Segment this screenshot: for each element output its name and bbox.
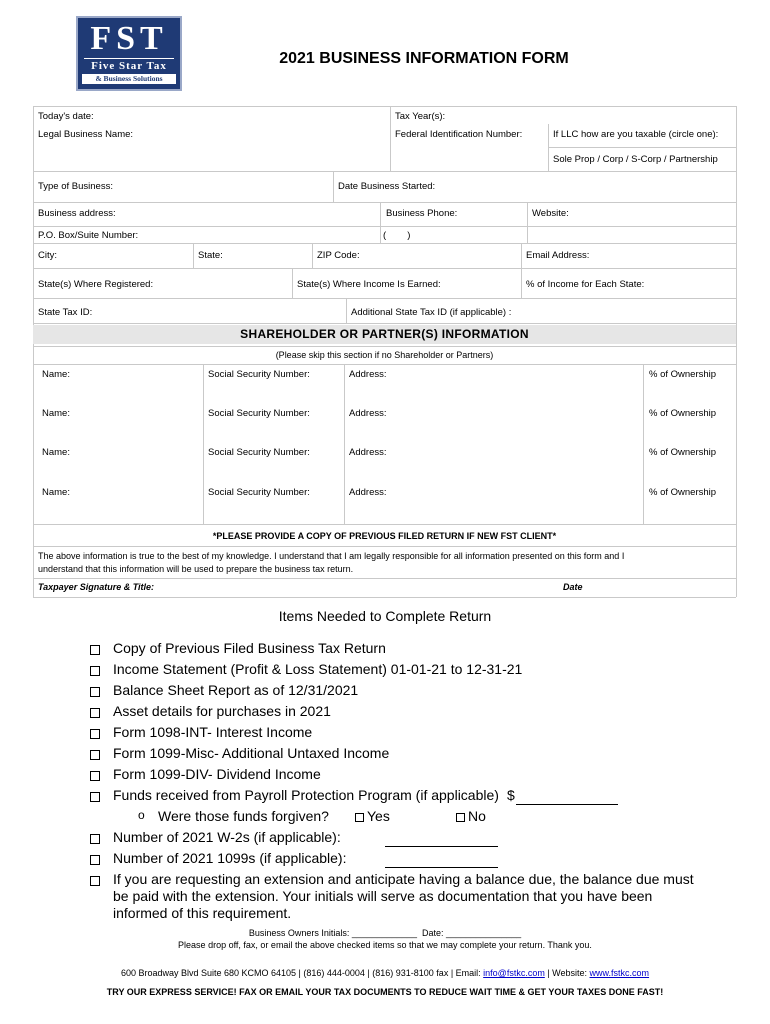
checkbox-icon[interactable] bbox=[90, 834, 100, 844]
sh-address-label: Address: bbox=[349, 487, 387, 498]
checkbox-icon[interactable] bbox=[90, 645, 100, 655]
shareholder-note: (Please skip this section if no Shareholder or Partners) bbox=[275, 350, 494, 360]
attestation-line-2: understand that this information will be used to prepare the business tax return. bbox=[38, 564, 354, 574]
sh-name-label: Name: bbox=[42, 447, 70, 458]
sh-ownership-label: % of Ownership bbox=[649, 487, 717, 498]
yes-checkbox-icon[interactable] bbox=[355, 813, 364, 822]
footer-contact: 600 Broadway Blvd Suite 680 KCMO 64105 | (816) 444-0004 | (816) 931-8100 fax | Email: info@fstkc.com | Website: www.fstkc.com bbox=[120, 968, 650, 978]
checkbox-icon[interactable] bbox=[90, 855, 100, 865]
initials-line: Business Owners Initials: _____________ Date: _______________ bbox=[248, 928, 522, 938]
forgiven-question: Were those funds forgiven? bbox=[158, 808, 329, 824]
logo-mid-text: Five Star Tax bbox=[91, 60, 167, 72]
zip-label: ZIP Code: bbox=[317, 250, 360, 261]
sh-address-label: Address: bbox=[349, 447, 387, 458]
pobox-label: P.O. Box/Suite Number: bbox=[38, 230, 139, 241]
website-link[interactable]: www.fstkc.com bbox=[589, 968, 650, 978]
sh-name-label: Name: bbox=[42, 408, 70, 419]
extension-line-3: informed of this requirement. bbox=[113, 905, 292, 921]
sh-ssn-label: Social Security Number: bbox=[208, 487, 310, 498]
footer-tagline: TRY OUR EXPRESS SERVICE! FAX OR EMAIL YOUR TAX DOCUMENTS TO REDUCE WAIT TIME & GET YOUR TAXES DONE FAST! bbox=[106, 987, 664, 997]
states-income-label: State(s) Where Income Is Earned: bbox=[297, 279, 441, 290]
llc-question: If LLC how are you taxable (circle one): bbox=[553, 129, 719, 140]
w2-count-line[interactable] bbox=[385, 829, 498, 847]
additional-state-tax-id-label: Additional State Tax ID (if applicable) : bbox=[351, 307, 512, 318]
no-option: No bbox=[468, 808, 486, 824]
income-pct-label: % of Income for Each State: bbox=[526, 279, 645, 290]
checkbox-icon[interactable] bbox=[90, 729, 100, 739]
business-type-label: Type of Business: bbox=[38, 181, 113, 192]
sh-ssn-label: Social Security Number: bbox=[208, 408, 310, 419]
sh-ssn-label: Social Security Number: bbox=[208, 369, 310, 380]
bullet-circle: o bbox=[138, 808, 145, 822]
phone-area-code: ( ) bbox=[383, 230, 411, 241]
checkbox-icon[interactable] bbox=[90, 792, 100, 802]
sh-address-label: Address: bbox=[349, 369, 387, 380]
checkbox-icon[interactable] bbox=[90, 687, 100, 697]
no-checkbox-icon[interactable] bbox=[456, 813, 465, 822]
email-link[interactable]: info@fstkc.com bbox=[483, 968, 545, 978]
todays-date-label: Today's date: bbox=[38, 111, 94, 122]
city-label: City: bbox=[38, 250, 57, 261]
dropoff-note: Please drop off, fax, or email the above checked items so that we may complete your return. Thank you. bbox=[178, 940, 592, 950]
checkbox-icon[interactable] bbox=[90, 708, 100, 718]
email-label: Email Address: bbox=[526, 250, 590, 261]
attestation-line-1: The above information is true to the best of my knowledge. I understand that I am legally responsible for all information presented on this form and I bbox=[38, 551, 625, 561]
sh-address-label: Address: bbox=[349, 408, 387, 419]
states-registered-label: State(s) Where Registered: bbox=[38, 279, 154, 290]
checkbox-icon[interactable] bbox=[90, 876, 100, 886]
sh-ownership-label: % of Ownership bbox=[649, 408, 717, 419]
state-label: State: bbox=[198, 250, 223, 261]
logo-small-text: & Business Solutions bbox=[82, 74, 176, 84]
checkbox-icon[interactable] bbox=[90, 750, 100, 760]
sh-name-label: Name: bbox=[42, 369, 70, 380]
yes-option: Yes bbox=[367, 808, 390, 824]
sh-name-label: Name: bbox=[42, 487, 70, 498]
sh-ownership-label: % of Ownership bbox=[649, 369, 717, 380]
checkbox-icon[interactable] bbox=[90, 666, 100, 676]
sh-ownership-label: % of Ownership bbox=[649, 447, 717, 458]
tax-years-label: Tax Year(s): bbox=[395, 111, 446, 122]
sh-ssn-label: Social Security Number: bbox=[208, 447, 310, 458]
business-phone-label: Business Phone: bbox=[386, 208, 458, 219]
previous-return-notice: *PLEASE PROVIDE A COPY OF PREVIOUS FILED RETURN IF NEW FST CLIENT* bbox=[212, 531, 557, 541]
checkbox-icon[interactable] bbox=[90, 771, 100, 781]
page-title: 2021 BUSINESS INFORMATION FORM bbox=[279, 50, 569, 67]
ppp-amount-line[interactable] bbox=[516, 787, 618, 805]
date-label: Date bbox=[563, 582, 583, 592]
extension-line-2: be paid with the extension. Your initials will serve as documentation that you have been bbox=[113, 888, 653, 904]
date-started-label: Date Business Started: bbox=[338, 181, 436, 192]
1099-count-line[interactable] bbox=[385, 850, 498, 868]
shareholder-heading: SHAREHOLDER OR PARTNER(S) INFORMATION bbox=[33, 325, 736, 344]
business-address-label: Business address: bbox=[38, 208, 116, 219]
website-label: Website: bbox=[532, 208, 569, 219]
fein-label: Federal Identification Number: bbox=[395, 129, 523, 140]
items-heading: Items Needed to Complete Return bbox=[278, 608, 492, 624]
logo-big-text: FST bbox=[90, 20, 168, 57]
llc-options[interactable]: Sole Prop / Corp / S-Corp / Partnership bbox=[553, 154, 718, 165]
ppp-dollar: $ bbox=[507, 787, 515, 803]
signature-label: Taxpayer Signature & Title: bbox=[38, 582, 155, 592]
legal-name-label: Legal Business Name: bbox=[38, 129, 134, 140]
state-tax-id-label: State Tax ID: bbox=[38, 307, 93, 318]
